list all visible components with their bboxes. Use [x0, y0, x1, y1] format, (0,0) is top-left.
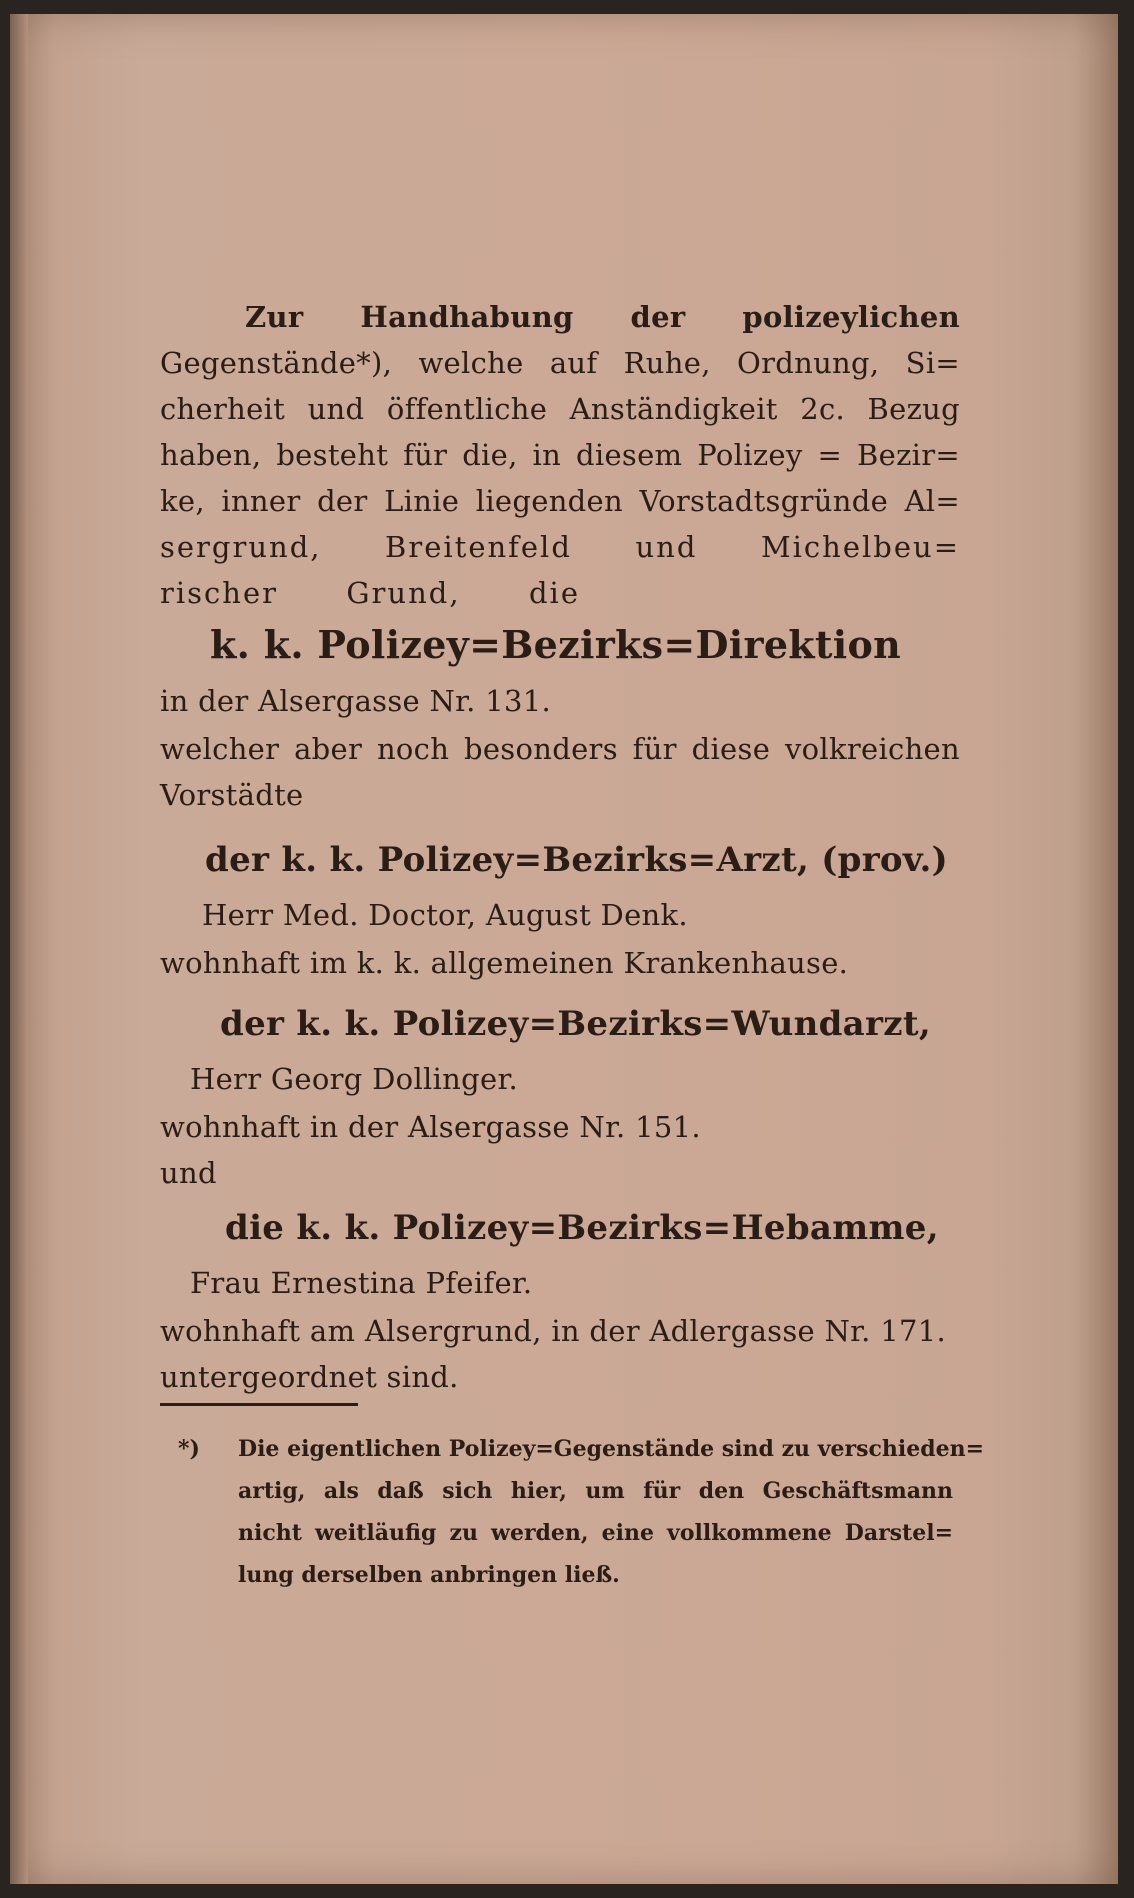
closing-text: untergeordnet sind. [160, 1360, 459, 1394]
direktion-note-1: welcher aber noch besonders für diese volkreichen [160, 732, 960, 766]
wundarzt-title: der k. k. Polizey=Bezirks=Wundarzt, [220, 1004, 931, 1044]
footnote-divider [160, 1403, 358, 1406]
wundarzt-name: Herr Georg Dollinger. [190, 1062, 518, 1096]
wundarzt-address: wohnhaft in der Alsergasse Nr. 151. [160, 1110, 701, 1144]
paragraph-line-3: cherheit und öffentliche Anständigkeit 2c. Bezug [160, 392, 960, 426]
direktion-title: k. k. Polizey=Bezirks=Direktion [210, 622, 902, 667]
direktion-note-2: Vorstädte [160, 778, 304, 812]
footnote-marker: *) [178, 1436, 200, 1462]
paragraph-line-5: ke, inner der Linie liegenden Vorstadtsgründe Al= [160, 484, 960, 518]
footnote-line-2: artig, als daß sich hier, um für den Geschäftsmann [238, 1478, 953, 1504]
paragraph-line-2: Gegenstände*), welche auf Ruhe, Ordnung, Si= [160, 346, 960, 380]
hebamme-title: die k. k. Polizey=Bezirks=Hebamme, [225, 1208, 939, 1248]
paragraph-line-4: haben, besteht für die, in diesem Polizey = Bezir= [160, 438, 960, 472]
hebamme-name: Frau Ernestina Pfeifer. [190, 1266, 533, 1300]
direktion-address: in der Alsergasse Nr. 131. [160, 684, 551, 718]
paragraph-line-1: Zur Handhabung der polizeylichen [245, 300, 960, 334]
arzt-address: wohnhaft im k. k. allgemeinen Krankenhause. [160, 946, 849, 980]
page-spine-shadow [10, 14, 28, 1884]
hebamme-address: wohnhaft am Alsergrund, in der Adlergasse Nr. 171. [160, 1314, 946, 1348]
und-text: und [160, 1156, 217, 1190]
paragraph-line-7: rischer Grund, die [160, 576, 580, 610]
footnote-line-1: Die eigentlichen Polizey=Gegenstände sind zu verschieden= [238, 1436, 985, 1462]
paragraph-line-6: sergrund, Breitenfeld und Michelbeu= [160, 530, 960, 564]
footnote-line-3: nicht weitläufig zu werden, eine vollkommene Darstel= [238, 1520, 953, 1546]
footnote-line-4: lung derselben anbringen ließ. [238, 1562, 620, 1588]
arzt-title: der k. k. Polizey=Bezirks=Arzt, (prov.) [205, 840, 949, 880]
arzt-name: Herr Med. Doctor, August Denk. [202, 898, 688, 932]
